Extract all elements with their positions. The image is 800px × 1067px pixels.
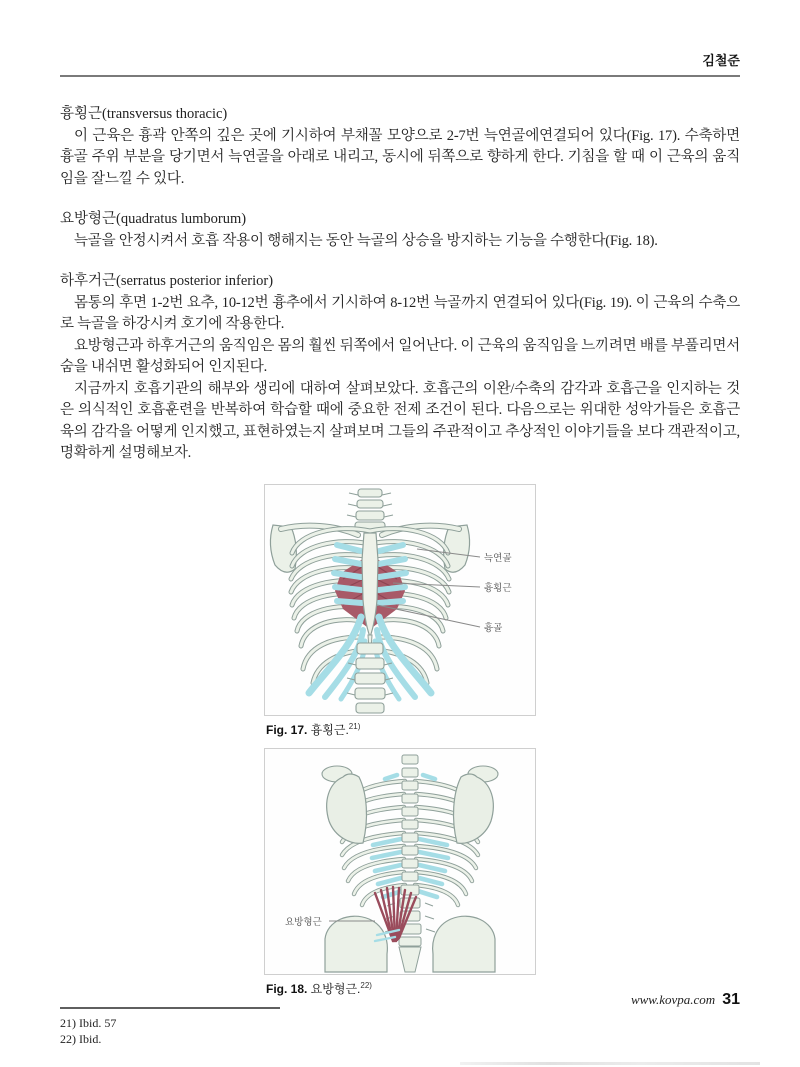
leader-line-sternum [377,605,480,627]
paragraph: 늑골을 안정시켜서 호흡 작용이 행해지는 동안 늑골의 상승을 방지하는 기능을 수행한다(Fig. 18). [74,232,658,249]
page-footer [631,991,740,1009]
figure-18-caption [266,980,536,997]
figure-17-frame [264,484,536,716]
section-heading: 하후거근(serratus posterior inferior) [60,273,274,289]
figure-17 [264,484,536,738]
scan-edge-artifact [460,1062,760,1065]
ribcage-front-illustration [265,485,535,715]
paragraph: 요방형근과 하후거근의 움직임은 몸의 훨씬 뒤쪽에서 일어난다. 이 근육의 움직임을 느끼려면 배를 부풀리면서 숨을 내쉬면 활성화되어 인지된다. [60,337,740,375]
figure-17-caption [266,721,536,738]
page-number: 31 [722,991,740,1008]
section-transversus-thoracic [60,104,740,190]
figure-18 [264,748,536,997]
section-heading: 흉횡근(transversus thoracic) [60,106,228,122]
footnote-21: 21) Ibid. 57 [60,1015,117,1030]
figure-label: Fig. 18. [266,981,308,996]
figure-18-frame [264,748,536,975]
ribcage-back-illustration [265,749,535,974]
site-url: www.kovpa.com [630,992,716,1007]
annotation-sternum: 흉골 [484,622,503,634]
header-rule [60,75,740,77]
annotation-costal-cartilage: 늑연골 [484,552,512,564]
author-name: 김철준 [702,53,740,68]
running-header [60,50,740,70]
figures-block [60,484,740,997]
figure-title: 흉횡근. [307,722,349,737]
figure-footnote-ref: 21) [348,721,361,731]
article-body [60,104,740,465]
footnote-rule [60,1007,280,1009]
paragraph: 지금까지 호흡기관의 해부와 생리에 대하여 살펴보았다. 호흡근의 이완/수축의 감각과 호흡근을 인지하는 것은 의식적인 호흡훈련을 반복하여 학습할 때에 중요한 전제 조건이 된다. 다음으로는 위대한 성악가들은 호흡근육의 감각을 어떻게 인지했고, 표현하였는지 살펴보며 그들의 주관적이고 추상적인 이야기들을 보다 객관적이고, 명확하게 설명해보자. [60,380,740,461]
paragraph: 몸통의 후면 1-2번 요추, 10-12번 흉추에서 기시하여 8-12번 늑골까지 연결되어 있다(Fig. 19). 이 근육의 수축으로 늑골을 하강시켜 호기에 작용한다. [60,294,740,332]
figure-title: 요방형근. [307,981,361,996]
footnote-22: 22) Ibid. [60,1031,102,1046]
figure-label: Fig. 17. [266,722,308,737]
section-heading: 요방형근(quadratus lumborum) [60,211,247,227]
figure-footnote-ref: 22) [360,980,372,990]
section-quadratus-lumborum [60,209,740,252]
footnotes-block [60,1007,740,1047]
annotation-transversus-thoracic: 흉횡근 [484,582,512,594]
section-serratus-posterior-inferior [60,271,740,465]
paragraph: 이 근육은 흉곽 안쪽의 깊은 곳에 기시하여 부채꼴 모양으로 2-7번 늑연골에연결되어 있다(Fig. 17). 수축하면 흉골 주위 부분을 당기면서 늑연골을 아래로 내리고, 동시에 뒤쪽으로 향하게 한다. 기침을 할 때 이 근육의 움직임을 잘느낄 수 있다. [60,127,740,187]
annotation-quadratus-lumborum: 요방형근 [285,916,322,928]
